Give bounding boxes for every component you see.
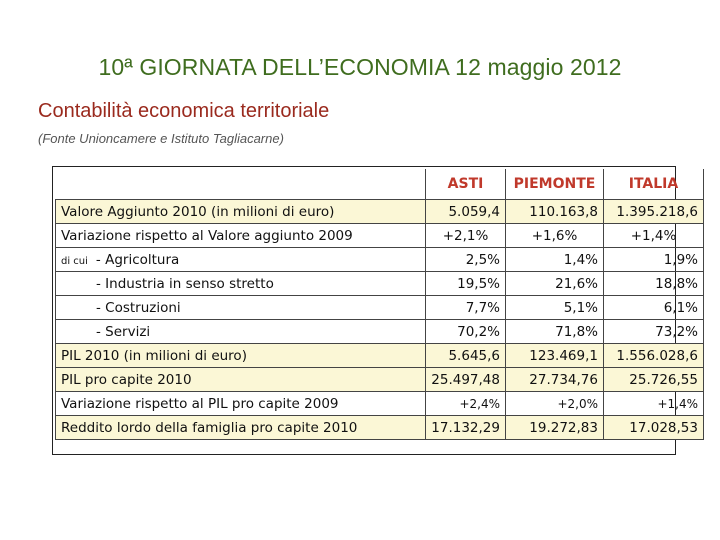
table-row <box>56 200 704 224</box>
table-row <box>56 392 704 416</box>
cell-italia: +1,4% <box>604 224 704 248</box>
row-label: Reddito lordo della famiglia pro capite 2010 <box>56 416 426 440</box>
row-label: - Servizi <box>56 320 426 344</box>
header-blank-cell <box>56 169 426 200</box>
cell-piemonte: 110.163,8 <box>506 200 604 224</box>
section-subtitle: Contabilità economica territoriale <box>38 100 330 122</box>
table-row <box>56 320 704 344</box>
cell-piemonte: 1,4% <box>506 248 604 272</box>
cell-italia: 73,2% <box>604 320 704 344</box>
row-label: Valore Aggiunto 2010 (in milioni di euro) <box>56 200 426 224</box>
row-label: PIL 2010 (in milioni di euro) <box>56 344 426 368</box>
table-row <box>56 416 704 440</box>
cell-italia: 1.556.028,6 <box>604 344 704 368</box>
cell-italia: 6,1% <box>604 296 704 320</box>
row-label: - Agricoltura <box>95 251 180 268</box>
column-header-italia: ITALIA <box>604 169 704 200</box>
cell-asti: +2,4% <box>426 392 506 416</box>
cell-asti: 25.497,48 <box>426 368 506 392</box>
row-label: - Costruzioni <box>56 296 426 320</box>
cell-piemonte: 27.734,76 <box>506 368 604 392</box>
cell-asti: 70,2% <box>426 320 506 344</box>
cell-piemonte: 123.469,1 <box>506 344 604 368</box>
cell-italia: 25.726,55 <box>604 368 704 392</box>
row-label: Variazione rispetto al Valore aggiunto 2009 <box>56 224 426 248</box>
cell-piemonte: +1,6% <box>506 224 604 248</box>
row-label-cell <box>56 248 426 272</box>
cell-asti: 5.059,4 <box>426 200 506 224</box>
economic-data-table-frame <box>52 166 698 455</box>
cell-piemonte: 5,1% <box>506 296 604 320</box>
cell-italia: 18,8% <box>604 272 704 296</box>
table-row <box>56 224 704 248</box>
di-cui-label: di cui <box>61 255 88 267</box>
economic-data-table <box>55 169 704 440</box>
cell-piemonte: +2,0% <box>506 392 604 416</box>
cell-asti: 17.132,29 <box>426 416 506 440</box>
table-row <box>56 344 704 368</box>
page-title: 10ª GIORNATA DELL’ECONOMIA 12 maggio 2012 <box>98 54 622 80</box>
row-label: - Industria in senso stretto <box>56 272 426 296</box>
cell-italia: 1.395.218,6 <box>604 200 704 224</box>
column-header-piemonte: PIEMONTE <box>506 169 604 200</box>
row-label: Variazione rispetto al PIL pro capite 2009 <box>56 392 426 416</box>
table-row <box>56 296 704 320</box>
cell-italia: +1,4% <box>604 392 704 416</box>
column-header-asti: ASTI <box>426 169 506 200</box>
cell-italia: 17.028,53 <box>604 416 704 440</box>
table-header-row <box>56 169 704 200</box>
cell-asti: 7,7% <box>426 296 506 320</box>
cell-asti: 5.645,6 <box>426 344 506 368</box>
row-label: PIL pro capite 2010 <box>56 368 426 392</box>
source-note: (Fonte Unioncamere e Istituto Tagliacarne) <box>38 131 284 146</box>
cell-italia: 1,9% <box>604 248 704 272</box>
table-row <box>56 368 704 392</box>
table-row <box>56 272 704 296</box>
cell-asti: 2,5% <box>426 248 506 272</box>
cell-piemonte: 19.272,83 <box>506 416 604 440</box>
cell-asti: 19,5% <box>426 272 506 296</box>
cell-piemonte: 21,6% <box>506 272 604 296</box>
cell-piemonte: 71,8% <box>506 320 604 344</box>
table-row <box>56 248 704 272</box>
cell-asti: +2,1% <box>426 224 506 248</box>
